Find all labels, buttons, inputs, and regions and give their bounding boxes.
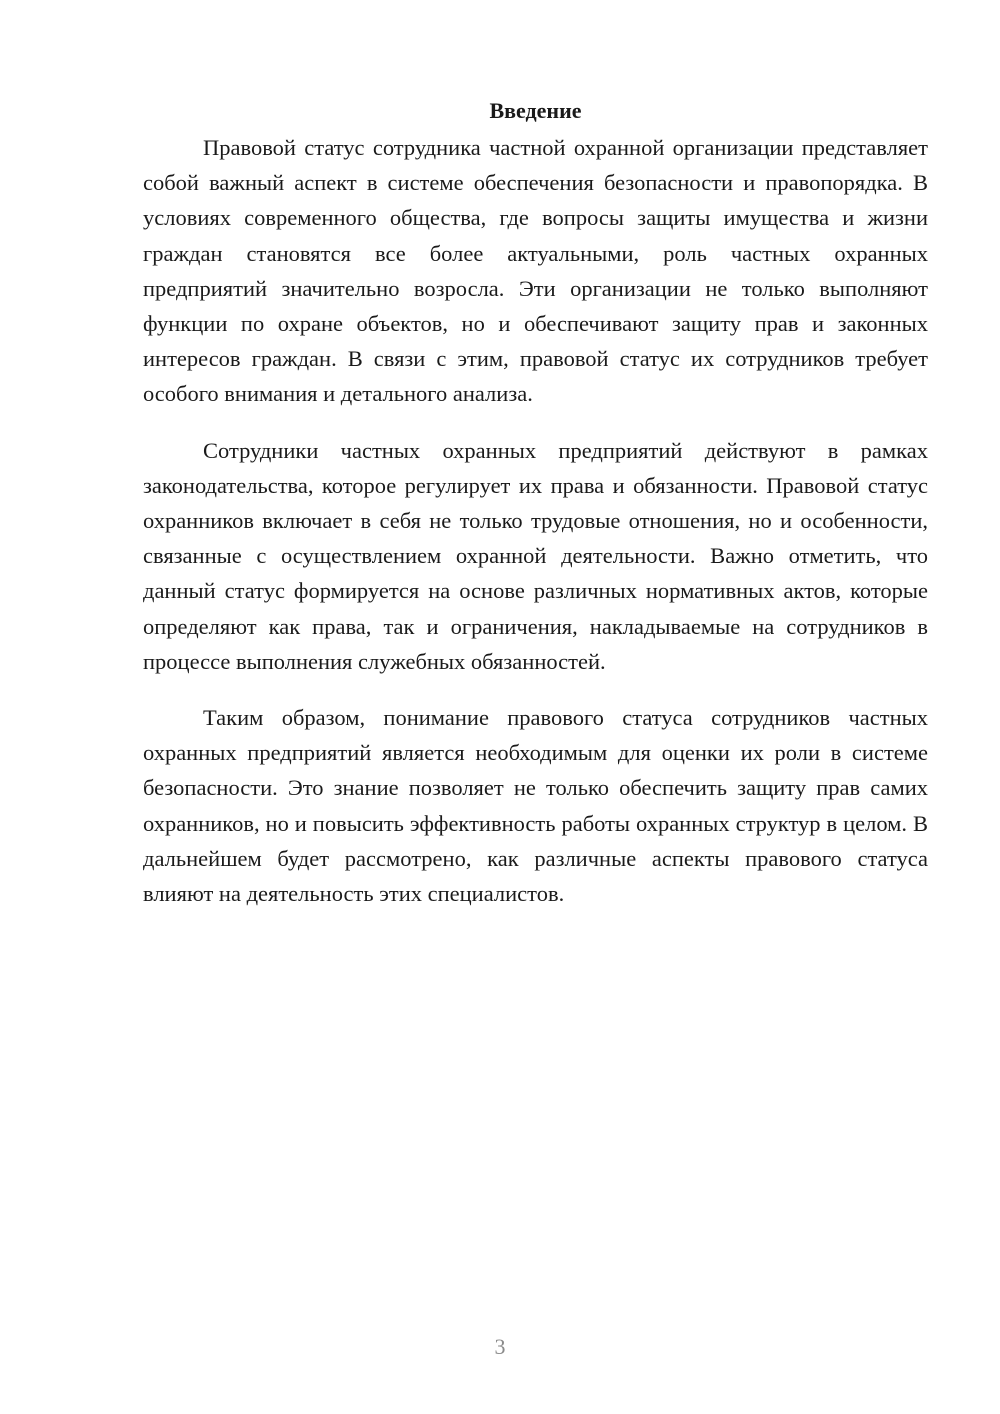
paragraph-2: Сотрудники частных охранных предприятий действуют в рамках законодательства, которое регулирует их права и обязанности. Правовой статус охранников включает в себя не только трудовые отношения, но и особенности, связанные с осуществлением охранной деятельности. Важно отметить, что данный статус формируется на основе различных нормативных актов, которые определяют как права, так и ограничения, накладываемые на сотрудников в процессе выполнения служебных обязанностей. <box>143 437 928 674</box>
section-heading: Введение <box>489 98 582 123</box>
paragraph-3: Таким образом, понимание правового статуса сотрудников частных охранных предприятий является необходимым для оценки их роли в системе безопасности. Это знание позволяет не только обеспечить защиту прав самих охранников, но и повысить эффективность работы охранных структур в целом. В дальнейшем будет рассмотрено, как различные аспекты правового статуса влияют на деятельность этих специалистов. <box>143 705 928 907</box>
paragraph-1: Правовой статус сотрудника частной охранной организации представляет собой важный аспект в системе обеспечения безопасности и правопорядка. В условиях современного общества, где вопросы защиты имущества и жизни граждан становятся все более актуальными, роль частных охранных предприятий значительно возросла. Эти организации не только выполняют функции по охране объектов, но и обеспечивают защиту прав и законных интересов граждан. В связи с этим, правовой статус их сотрудников требует особого внимания и детального анализа. <box>143 135 928 407</box>
page-number: 3 <box>494 1334 506 1359</box>
page-content <box>143 96 928 932</box>
